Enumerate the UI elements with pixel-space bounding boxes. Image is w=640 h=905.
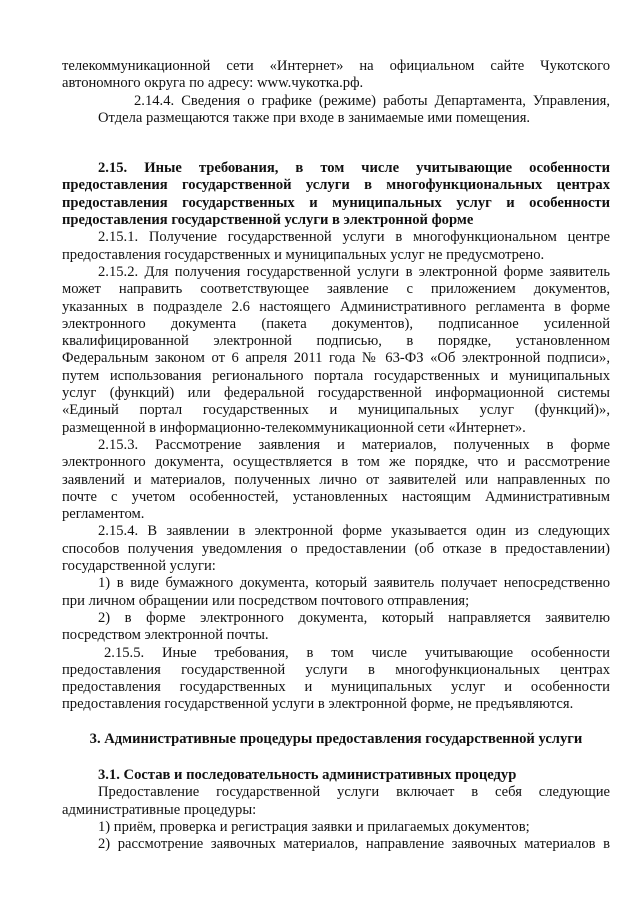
text-line: Федеральным законом от 6 апреля 2011 года № 63-ФЗ «Об электронной подписи», [62, 350, 610, 367]
heading-line: предоставления государственной услуги в электронной форме [62, 212, 474, 229]
paragraph-2-15-2 [62, 264, 610, 437]
text-line: указанных в подразделе 2.6 настоящего Административного регламента в форме [62, 298, 610, 315]
text-line: почте с учетом особенностей, установленных настоящим Административным [62, 488, 610, 505]
document-body [62, 58, 610, 853]
text-line: государственной услуги: [62, 558, 216, 575]
text-line: 2.15.1. Получение государственной услуги в многофункциональном центре [98, 229, 610, 246]
text-line: при личном обращении или посредством почтового отправления; [62, 592, 470, 609]
text-line: предоставления государственной услуги в электронной форме, не предъявляются. [62, 696, 574, 713]
text-line: 2.15.4. В заявлении в электронной форме указывается один из следующих [98, 523, 610, 540]
text-line: Отдела размещаются также при входе в занимаемые ими помещения. [98, 109, 531, 126]
heading-line: 2.15. Иные требования, в том числе учитывающие особенности [98, 160, 610, 177]
subsection-3-1-title: 3.1. Состав и последовательность административных процедур [98, 766, 517, 783]
text-line: электронного документа, осуществляется в том же порядке, что и рассмотрение [62, 454, 610, 471]
text-line: 2) рассмотрение заявочных материалов, направление заявочных материалов в [98, 836, 610, 853]
text-line: Предоставление государственной услуги включает в себя следующие [98, 784, 610, 801]
text-line: электронного документа (пакета документов), подписанное усиленной [62, 315, 610, 332]
text-line: 1) в виде бумажного документа, который заявитель получает непосредственно [98, 575, 610, 592]
paragraph-3-1 [62, 784, 610, 819]
text-line: 2.15.3. Рассмотрение заявления и материалов, полученных в форме [98, 436, 610, 453]
paragraph-2-15-4 [62, 523, 610, 575]
text-line: размещенной в информационно-телекоммуникационной сети «Интернет». [62, 419, 526, 436]
paragraph-2-15-1 [62, 229, 610, 264]
text-line: предоставления государственной услуги в многофункциональных центрах [62, 661, 610, 678]
text-line: административные процедуры: [62, 801, 257, 818]
text-line: заявлений и материалов, полученных лично от заявителей или направленных по [62, 471, 610, 488]
text-line: может направить соответствующее заявление с приложением документов, [62, 281, 610, 298]
text-line: квалифицированной электронной подписью, в порядке, установленном [62, 333, 610, 350]
text-line: посредством электронной почты. [62, 627, 269, 644]
text-line: 2.14.4. Сведения о графике (режиме) работы Департамента, Управления, [134, 92, 610, 109]
text-line: предоставления государственных и муниципальных услуг и особенности [62, 679, 610, 696]
list-item-procedure-1: 1) приём, проверка и регистрация заявки и прилагаемых документов; [98, 818, 530, 835]
text-line: предоставления государственных и муниципальных услуг не предусмотрено. [62, 246, 545, 263]
list-item-procedure-2 [62, 836, 610, 853]
text-line: путем использования регионального портала государственных и муниципальных [62, 367, 610, 384]
paragraph-2-15-5 [62, 645, 610, 714]
paragraph-2-15-3 [62, 437, 610, 523]
paragraph-2-14-4 [62, 93, 610, 128]
heading-2-15 [62, 160, 610, 229]
text-line: телекоммуникационной сети «Интернет» на официальном сайте Чукотского [62, 58, 610, 74]
text-line: способов получения уведомления о предоставлении (об отказе в предоставлении) [62, 540, 610, 557]
heading-line: предоставления государственных и муниципальных услуг и особенности [62, 194, 610, 211]
paragraph-2-14-3-continuation [62, 58, 610, 93]
text-line: 2.15.5. Иные требования, в том числе учитывающие особенности [104, 644, 610, 661]
text-line: 2.15.2. Для получения государственной услуги в электронной форме заявитель [98, 263, 610, 280]
list-item-delivery-electronic [62, 610, 610, 645]
section-3-title: 3. Административные процедуры предоставления государственной услуги [89, 730, 583, 747]
list-item-delivery-paper [62, 575, 610, 610]
text-line: «Единый портал государственных и муниципальных услуг (функций)», [62, 402, 610, 419]
text-line: автономного округа по адресу: www.чукотка.рф. [62, 75, 364, 92]
text-line: 2) в форме электронного документа, который направляется заявителю [98, 609, 610, 626]
text-line: регламентом. [62, 506, 145, 523]
text-line: услуг (функций) или федеральной государственной информационной системы [62, 385, 610, 402]
heading-line: предоставления государственной услуги в многофункциональных центрах [62, 177, 610, 194]
